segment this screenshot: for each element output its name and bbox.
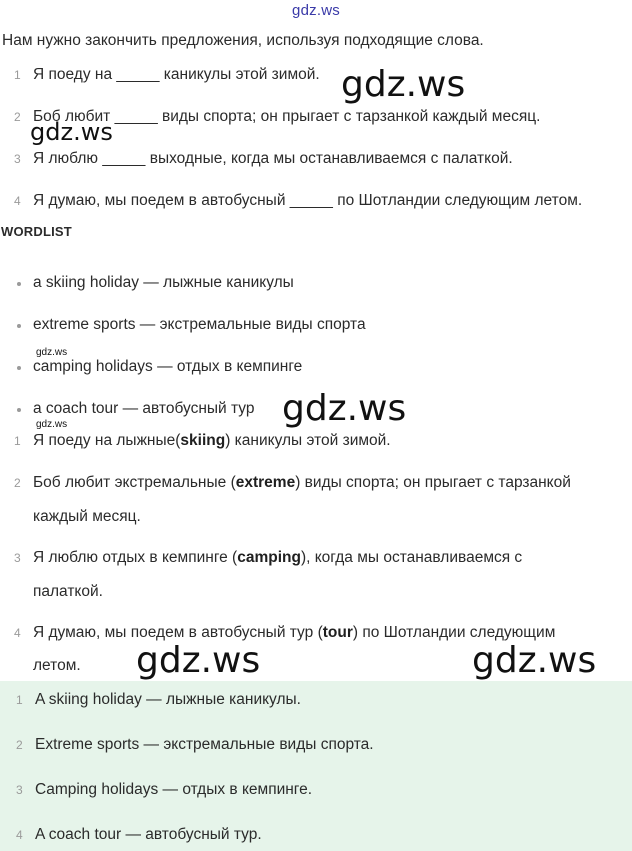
- translation-number: 2: [16, 738, 23, 752]
- watermark: gdz.ws: [36, 347, 68, 358]
- answer-text: Боб любит экстремальные (extreme) виды спорта; он прыгает с тарзанкой: [33, 474, 571, 491]
- task-text: Я думаю, мы поедем в автобусный _____ по Шотландии следующим летом.: [33, 192, 583, 209]
- task-number: 4: [14, 194, 21, 208]
- translation-text: A coach tour — автобусный тур.: [35, 826, 262, 843]
- wordlist-heading: WORDLIST: [1, 224, 72, 239]
- answer-text-continued: каждый месяц.: [33, 508, 141, 525]
- translation-number: 4: [16, 828, 23, 842]
- watermark: gdz.ws: [30, 118, 113, 146]
- answer-keyword: tour: [322, 624, 353, 641]
- translation-number: 1: [16, 693, 23, 707]
- answer-text: Я люблю отдых в кемпинге (camping), когда мы останавливаемся с: [33, 549, 523, 566]
- watermark: gdz.ws: [472, 640, 597, 681]
- answer-number: 2: [14, 476, 21, 490]
- answer-text-continued: летом.: [33, 657, 81, 674]
- task-number: 3: [14, 152, 21, 166]
- answer-keyword: skiing: [180, 432, 226, 449]
- answer-number: 3: [14, 551, 21, 565]
- answer-keyword: camping: [237, 549, 301, 566]
- task-text: Я люблю _____ выходные, когда мы останавливаемся с палаткой.: [33, 150, 513, 167]
- bullet-icon: [17, 324, 21, 328]
- bullet-icon: [17, 366, 21, 370]
- translation-number: 3: [16, 783, 23, 797]
- wordlist-text: a coach tour — автобусный тур: [33, 400, 255, 417]
- wordlist-text: a skiing holiday — лыжные каникулы: [33, 274, 294, 291]
- bullet-icon: [17, 408, 21, 412]
- intro-text: Нам нужно закончить предложения, используя подходящие слова.: [2, 32, 484, 49]
- translation-text: Camping holidays — отдых в кемпинге.: [35, 781, 313, 798]
- task-number: 2: [14, 110, 21, 124]
- watermark: gdz.ws: [36, 419, 68, 430]
- answer-text: Я поеду на лыжные(skiing) каникулы этой зимой.: [33, 432, 391, 449]
- watermark: gdz.ws: [341, 64, 466, 105]
- wordlist-text: extreme sports — экстремальные виды спорта: [33, 316, 366, 333]
- answer-text: Я думаю, мы поедем в автобусный тур (tour) по Шотландии следующим: [33, 624, 556, 641]
- watermark: gdz.ws: [136, 640, 261, 681]
- translation-text: A skiing holiday — лыжные каникулы.: [35, 691, 301, 708]
- answer-keyword: extreme: [235, 474, 296, 491]
- task-text: Боб любит _____ виды спорта; он прыгает с тарзанкой каждый месяц.: [33, 108, 541, 125]
- task-text: Я поеду на _____ каникулы этой зимой.: [33, 66, 320, 83]
- answer-number: 4: [14, 626, 21, 640]
- answer-number: 1: [14, 434, 21, 448]
- answer-text-continued: палаткой.: [33, 583, 103, 600]
- task-number: 1: [14, 68, 21, 82]
- translation-text: Extreme sports — экстремальные виды спорта.: [35, 736, 374, 753]
- bullet-icon: [17, 282, 21, 286]
- watermark-top: gdz.ws: [292, 2, 340, 19]
- watermark: gdz.ws: [282, 388, 407, 429]
- wordlist-text: camping holidays — отдых в кемпинге: [33, 358, 303, 375]
